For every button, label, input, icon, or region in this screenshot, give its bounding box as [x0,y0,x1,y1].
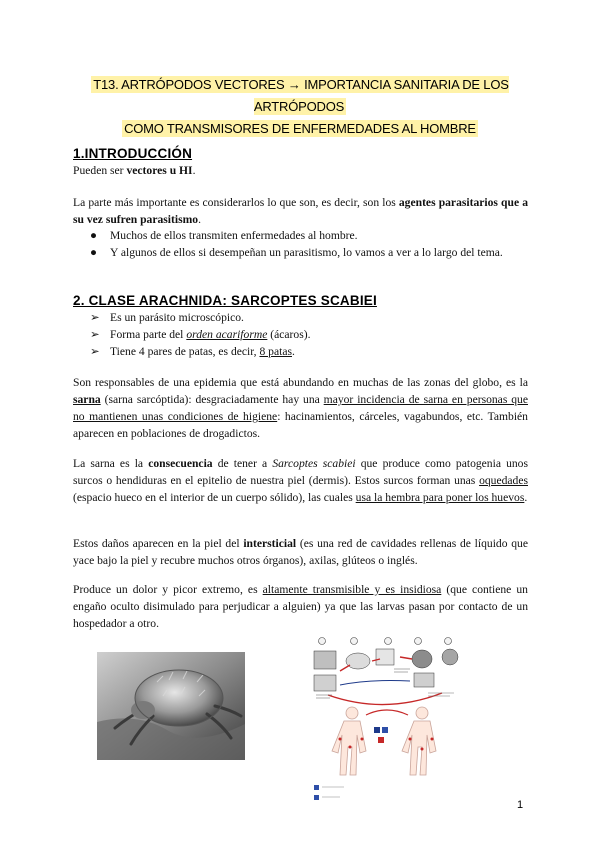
title-line-2: COMO TRANSMISORES DE ENFERMEDADES AL HOMBRE [124,121,476,136]
page-number: 1 [517,799,524,811]
section-1-heading: 1.INTRODUCCIÓN [73,146,193,161]
bullet-icon: ● [90,229,98,242]
scabies-life-cycle-diagram [310,635,460,807]
list-item: ● Muchos de ellos transmiten enfermedades al hombre. [90,229,358,242]
document-title [60,74,540,140]
arrow-bullet-icon: ➢ [90,311,100,324]
section-2-heading: 2. CLASE ARACHNIDA: SARCOPTES SCABIEI [73,293,377,308]
paragraph-consecuencia: La sarna es la consecuencia de tener a Sarcoptes scabiei que produce como patogenia unos surcos o hendiduras en el epitelio de nuestra piel (dermis). Estos surcos forman unas oquedades (espacio hueco en el interior de un cuerpo sólido), las cuales usa la hembra para poner los huevos. [73,457,528,504]
paragraph-epidemia: Son responsables de una epidemia que está abundando en muchas de las zonas del globo, es la sarna (sarna sarcóptida): desgraciadamente hay una mayor incidencia de sarna en personas que no mantienen unas condiciones de higiene: hacinamientos, cárceles, vagabundos, etc. También aparecen en poblaciones de drogadictos. [73,376,528,440]
intro-line: Pueden ser vectores u HI. [73,164,196,177]
title-line-1: T13. ARTRÓPODOS VECTORES → IMPORTANCIA SANITARIA DE LOS ARTRÓPODOS [93,77,509,114]
intro-bullet-list [90,227,530,261]
arrow-bullet-icon: ➢ [90,345,100,358]
list-item: ➢ Tiene 4 pares de patas, es decir, 8 patas. [90,345,295,358]
arrow-list [90,309,530,360]
paragraph-danos: Estos daños aparecen en la piel del intersticial (es una red de cavidades rellenas de líquido que yace bajo la piel y recubre muchos otros órganos), axilas, glúteos o inglés. [73,537,528,567]
mite-micrograph-image [97,652,245,760]
paragraph-dolor: Produce un dolor y picor extremo, es altamente transmisible y es insidiosa (que contiene un engaño oculto disimulado para perjudicar a alguien) ya que las larvas pasan por contacto de un hospedador a otro. [73,583,528,630]
list-item: ➢ Forma parte del orden acariforme (ácaros). [90,328,311,341]
arrow-bullet-icon: ➢ [90,328,100,341]
list-item: ● Y algunos de ellos si desempeñan un parasitismo, lo vamos a ver a lo largo del tema. [90,246,503,259]
list-item: ➢ Es un parásito microscópico. [90,311,244,324]
bullet-icon: ● [90,246,98,259]
intro-paragraph: La parte más importante es considerarlos lo que son, es decir, son los agentes parasitarios que a su vez sufren parasitismo. [73,196,529,226]
